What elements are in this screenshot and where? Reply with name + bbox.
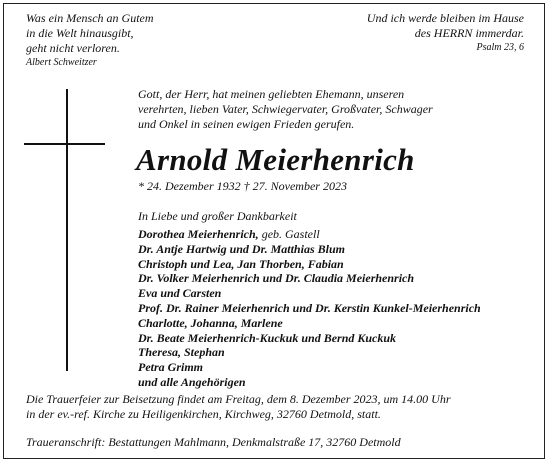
mourners-list — [138, 227, 481, 390]
quote-left-line: geht nicht verloren. — [26, 41, 120, 55]
mourner-line — [138, 227, 481, 242]
thanks-line: In Liebe und großer Dankbarkeit — [138, 209, 297, 223]
cross-horizontal-bar — [24, 143, 105, 145]
quote-right-line: des HERRN immerdar. — [414, 26, 524, 40]
maiden-name-note: geb. Gastell — [258, 227, 320, 241]
quote-right-line: Und ich werde bleiben im Hause — [366, 11, 524, 25]
service-line: in der ev.-ref. Kirche zu Heiligenkirchen, Kirchweg, 32760 Detmold, statt. — [26, 407, 381, 421]
life-dates: * 24. Dezember 1932 † 27. November 2023 — [138, 179, 347, 193]
mourner-line: Eva und Carsten — [138, 286, 222, 301]
deceased-name: Arnold Meierhenrich — [136, 142, 415, 177]
psalm-quote — [367, 11, 524, 55]
mourner-line: und alle Angehörigen — [138, 374, 246, 389]
psalm-reference: Psalm 23, 6 — [476, 42, 524, 53]
service-line: Die Trauerfeier zur Beisetzung findet am Freitag, dem 8. Dezember 2023, um 14.00 Uhr — [26, 392, 451, 406]
quote-author: Albert Schweitzer — [26, 57, 97, 68]
mourner-line: Dr. Antje Hartwig und Dr. Matthias Blum — [138, 241, 345, 256]
mourner-line: Theresa, Stephan — [138, 345, 225, 360]
announcement-text — [138, 87, 433, 132]
mourner-line: Petra Grimm — [138, 360, 203, 375]
announcement-line: Gott, der Herr, hat meinen geliebten Ehemann, unseren — [138, 87, 405, 101]
mourning-address: Traueranschrift: Bestattungen Mahlmann, Denkmalstraße 17, 32760 Detmold — [26, 435, 401, 449]
schweitzer-quote — [26, 11, 154, 70]
announcement-line: verehrten, lieben Vater, Schwiegervater, Großvater, Schwager — [138, 102, 433, 116]
mourner-line: Charlotte, Johanna, Marlene — [138, 315, 283, 330]
announcement-line: und Onkel in seinen ewigen Frieden gerufen. — [138, 117, 355, 131]
mourner-line: Prof. Dr. Rainer Meierhenrich und Dr. Kerstin Kunkel-Meierhenrich — [138, 300, 481, 315]
mourner-line: Christoph und Lea, Jan Thorben, Fabian — [138, 256, 344, 271]
cross-vertical-bar — [66, 89, 68, 371]
funeral-service-info — [26, 392, 451, 422]
mourner-line: Dr. Beate Meierhenrich-Kuckuk und Bernd Kuckuk — [138, 330, 397, 345]
quote-left-line: in die Welt hinausgibt, — [26, 26, 134, 40]
quote-left-line: Was ein Mensch an Gutem — [26, 11, 154, 25]
mourner-spouse: Dorothea Meierhenrich, — [138, 227, 259, 241]
mourner-line: Dr. Volker Meierhenrich und Dr. Claudia Meierhenrich — [138, 271, 415, 286]
